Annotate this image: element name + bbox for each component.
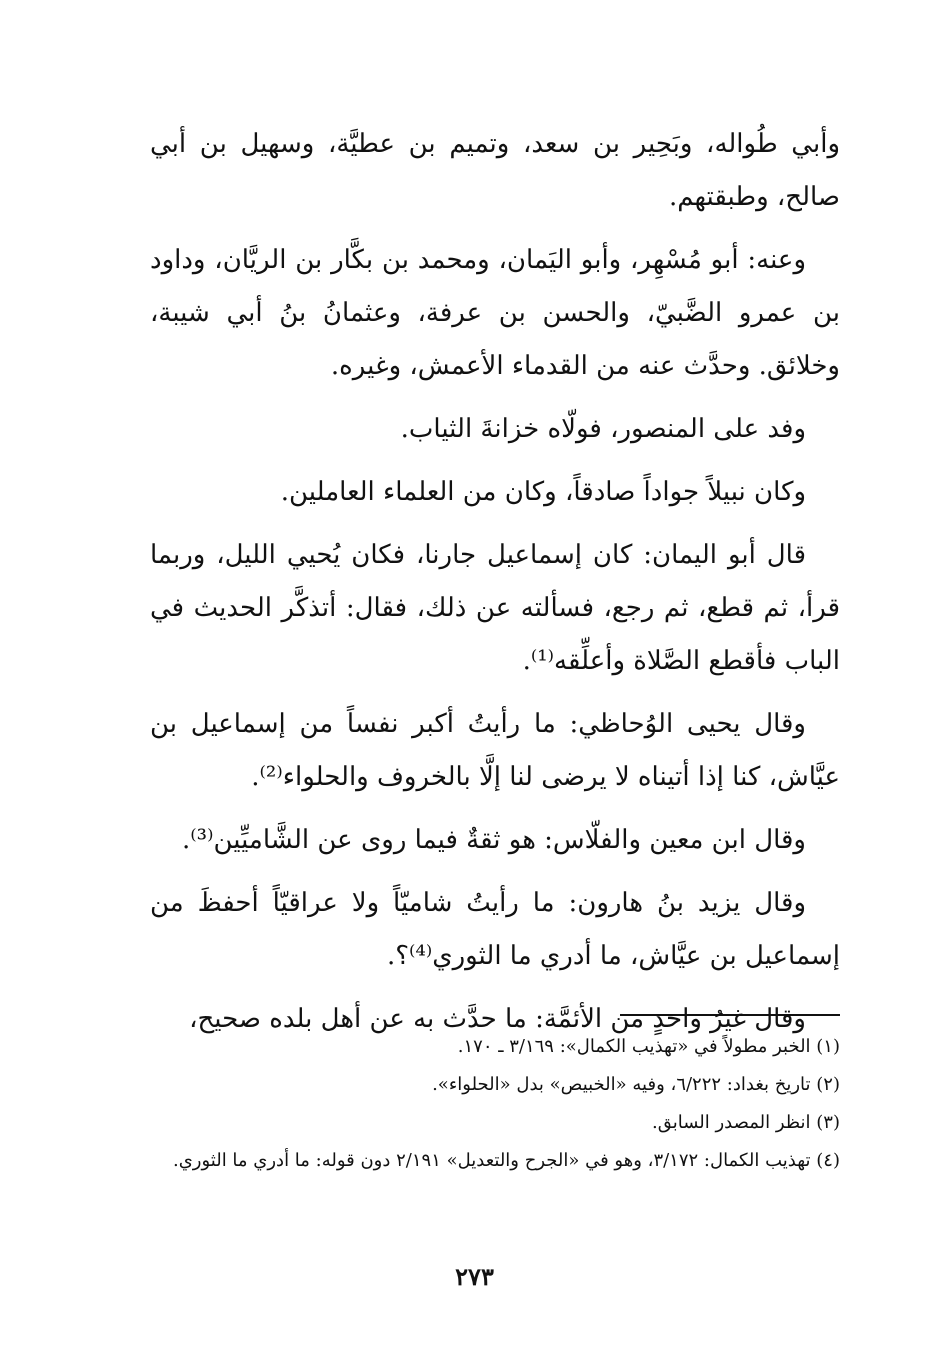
- paragraph-1: وأبي طُواله، وبَحِير بن سعد، وتميم بن عطيَّة، وسهيل بن أبي صالح، وطبقتهم.: [150, 129, 840, 212]
- paragraph-6: وقال يحيى الوُحاظي: ما رأيتُ أكبر نفساً من إسماعيل بن عيَّاش، كنا إذا أتيناه لا يرضى لنا إلَّا بالخروف والحلواء⁽²⁾.: [150, 709, 840, 792]
- paragraph-7: وقال ابن معين والفلّاس: هو ثقةٌ فيما روى عن الشَّاميِّين⁽³⁾.: [181, 825, 806, 855]
- footnote-1: (١) الخبر مطولاً في «تهذيب الكمال»: ٣/١٦٩ ـ ١٧٠.: [457, 1036, 840, 1057]
- page-number: ٢٧٣: [455, 1262, 494, 1291]
- paragraph-8: وقال يزيد بنُ هارون: ما رأيتُ شاميّاً ولا عراقيّاً أحفظَ من إسماعيل بن عيَّاش، ما أدري ما الثوري⁽⁴⁾؟.: [150, 888, 840, 971]
- paragraph-4: وكان نبيلاً جواداً صادقاً، وكان من العلماء العاملين.: [280, 477, 806, 507]
- footnote-4: (٤) تهذيب الكمال: ٣/١٧٢، وهو في «الجرح والتعديل» ٢/١٩١ دون قوله: ما أدري ما الثوري.: [172, 1150, 840, 1171]
- paragraph-5: قال أبو اليمان: كان إسماعيل جارنا، فكان يُحيي الليل، وربما قرأ، ثم قطع، ثم رجع، فسألته عن ذلك، فقال: أتذكَّر الحديث في الباب فأقطع الصَّلاة وأعلِّقه⁽¹⁾.: [150, 540, 840, 676]
- footnote-2: (٢) تاريخ بغداد: ٦/٢٢٢، وفيه «الخبيص» بدل «الحلواء».: [432, 1074, 840, 1095]
- main-text: [150, 118, 840, 1056]
- footnote-divider: [620, 1014, 840, 1016]
- paragraph-2: وعنه: أبو مُسْهِر، وأبو اليَمان، ومحمد بن بكَّار بن الريَّان، وداود بن عمرو الضَّبيّ، والحسن بن عرفة، وعثمانُ بنُ أبي شيبة، وخلائق. وحدَّث عنه من القدماء الأعمش، وغيره.: [150, 245, 840, 381]
- footnote-3: (٣) انظر المصدر السابق.: [651, 1112, 840, 1133]
- paragraph-9: وقال غيرُ واحدٍ من الأئمَّة: ما حدَّث به عن أهل بلده صحيح،: [189, 1004, 806, 1034]
- paragraph-3: وفد على المنصور، فولّاه خزانةَ الثياب.: [400, 414, 806, 444]
- footnotes: [150, 1030, 840, 1182]
